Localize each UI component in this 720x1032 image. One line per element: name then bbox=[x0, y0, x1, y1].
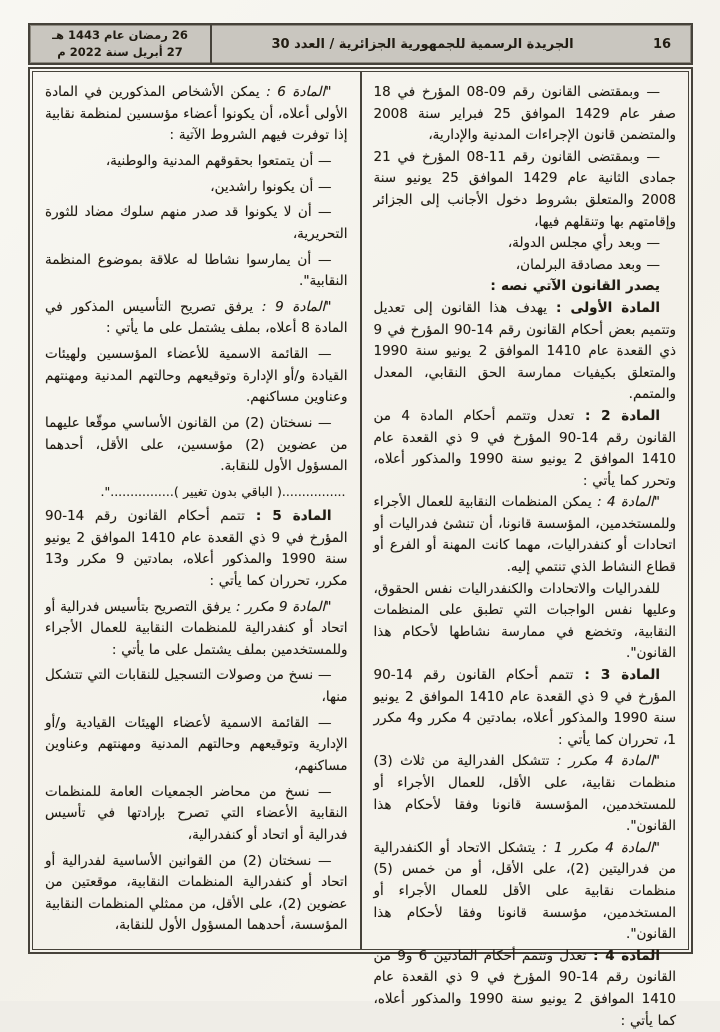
article-lead: المادة 4 : bbox=[586, 947, 660, 964]
article-lead: "المادة 6 : bbox=[259, 84, 332, 100]
page-header bbox=[28, 23, 693, 65]
article-paragraph: "المادة 4 مكرر : تتشكل الفدرالية من ثلاث (3) منظمات نقابية، على الأقل، للعمال الأجراء أو للمستخدمين، المؤسسة قانونا وفقا لأحكام هذا القانون". bbox=[373, 753, 676, 835]
body-paragraph: ................( الباقي بدون تغيير )................". bbox=[100, 483, 346, 499]
article-lead: "المادة 4 مكرر 1 : bbox=[535, 839, 660, 856]
article-paragraph: "المادة 4 مكرر 1 : يتشكل الاتحاد أو الكنفدرالية من فدراليتين (2)، على الأقل، أو من خمس (5) منظمات نقابية على الأقل للعمال الأجراء أو المستخدمين، مؤسسة قانونا وفقا لأحكام هذا القانون". bbox=[373, 839, 677, 943]
body-paragraph: — نسخ من وصولات التسجيل للنقابات التي تتشكل منها، bbox=[45, 667, 348, 706]
article-paragraph: المادة 5 : تتمم أحكام القانون رقم 14-90 المؤرخ في 9 ذي القعدة عام 1410 الموافق 2 يونيو سنة 1990 والمذكور أعلاه، بمادتين 9 مكرر و13 مكرر، تحرران كما يأتي : bbox=[45, 508, 348, 589]
article-paragraph: المادة 3 : تتمم أحكام القانون رقم 14-90 المؤرخ في 9 ذي القعدة عام 1410 الموافق 2 يونيو سنة 1990 والمذكور أعلاه، بمادتين 4 مكرر و4 مكرر 1، تحرران كما يأتي : bbox=[373, 667, 677, 748]
article-lead: المادة 2 : bbox=[574, 407, 660, 424]
content-frame bbox=[28, 67, 693, 1029]
body-paragraph: — وبعد رأي مجلس الدولة، bbox=[507, 235, 660, 252]
body-paragraph: — وبعد مصادقة البرلمان، bbox=[515, 256, 660, 273]
body-paragraph: — القائمة الاسمية لأعضاء الهيئات القيادية و/أو الإدارية وتوقيعهم وحالتهم المدنية ومهنتهم وعناوين مساكنهم، bbox=[45, 714, 348, 774]
body-paragraph: — القائمة الاسمية للأعضاء المؤسسين ولهيئات القيادة و/أو الإدارة وتوقيعهم وحالتهم المدنية ومهنتهم وعناوين مساكنهم. bbox=[45, 346, 348, 406]
body-paragraph: — وبمقتضى القانون رقم 11-08 المؤرخ في 21 جمادى الثانية عام 1429 الموافق 25 يونيو سنة 2008 والمتعلق بشروط دخول الأجانب إلى الجزائر وإقامتهم بها وتنقلهم فيها، bbox=[373, 148, 676, 230]
body-paragraph: — أن يمارسوا نشاطا له علاقة بموضوع المنظمة النقابية". bbox=[45, 251, 348, 290]
article-lead: المادة 5 : bbox=[244, 508, 332, 525]
body-paragraph: — نسختان (2) من القانون الأساسي موقّعا عليهما من عضوين (2) مؤسسين، على الأقل، أحدهما المسؤول الأول للنقابة. bbox=[45, 415, 348, 475]
body-paragraph: — أن لا يكونوا قد صدر منهم سلوك مضاد للثورة التحريرية، bbox=[45, 204, 348, 242]
article-paragraph: المادة الأولى : يهدف هذا القانون إلى تعديل وتتميم بعض أحكام القانون رقم 14-90 المؤرخ في 9 ذي القعدة عام 1410 الموافق 2 يونيو سنة 1990 والمتعلق بكيفيات ممارسة الحق النقابي، المعدل والمتمم. bbox=[373, 299, 676, 403]
article-paragraph bbox=[374, 276, 677, 298]
page-number: 16 bbox=[652, 36, 672, 52]
article-lead: المادة الأولى : bbox=[546, 299, 661, 316]
article-lead: يصدر القانون الآتي نصه : bbox=[490, 278, 660, 295]
body-paragraph: — أن يتمتعوا بحقوقهم المدنية والوطنية، bbox=[105, 152, 332, 169]
body-paragraph: — نسخ من محاضر الجمعيات العامة للمنظمات النقابية الأعضاء التي تصرح بإرادتها في تأسيس فدرالية أو اتحاد أو كنفدرالية، bbox=[45, 783, 348, 843]
gregorian-date: 27 أبريل سنة 2022 م bbox=[57, 45, 183, 59]
article-lead: "المادة 9 مكرر : bbox=[231, 598, 332, 615]
article-paragraph: "المادة 9 : يرفق تصريح التأسيس المذكور في المادة 8 أعلاه، بملف يشتمل على ما يأتي : bbox=[45, 298, 348, 337]
article-paragraph: المادة 4 : تعدل وتتمم أحكام المادتين 6 و9 من القانون رقم 14-90 المؤرخ في 9 ذي القعدة عام 1410 الموافق 2 يونيو سنة 1990 والمذكور أعلاه، كما يأتي : bbox=[373, 947, 676, 1029]
article-paragraph: المادة 2 : تعدل وتتمم أحكام المادة 4 من القانون رقم 14-90 المؤرخ في 9 ذي القعدة عام 1410 الموافق 2 يونيو سنة 1990 والمذكور أعلاه، وتحرر كما يأتي : bbox=[373, 407, 676, 489]
article-lead: "المادة 9 : bbox=[253, 298, 332, 315]
left-column bbox=[33, 72, 360, 949]
article-lead: "المادة 4 : bbox=[591, 494, 660, 511]
content-frame-inner bbox=[32, 71, 689, 1029]
article-paragraph: "المادة 4 : يمكن المنظمات النقابية للعمال الأجراء وللمستخدمين، المؤسسة قانونا، أن تنشئ فدراليات أو اتحادات أو كنفدراليات، مهما كانت المهنة أو الفرع أو قطاع النشاط الذي تنتمي إليه. bbox=[373, 494, 676, 576]
hijri-date: 26 رمضان عام 1443 هـ bbox=[52, 27, 188, 42]
body-paragraph: — وبمقتضى القانون رقم 09-08 المؤرخ في 18 صفر عام 1429 الموافق 25 فبراير سنة 2008 والمتضمن قانون الإجراءات المدنية والإدارية، bbox=[373, 84, 676, 144]
gazette-title: الجريدة الرسمية للجمهورية الجزائرية / العدد 30 bbox=[271, 36, 574, 52]
article-paragraph: "المادة 9 مكرر : يرفق التصريح بتأسيس فدرالية أو اتحاد أو كنفدرالية للمنظمات النقابية للعمال الأجراء وللمستخدمين بملف يشتمل على ما يأتي : bbox=[45, 598, 348, 658]
body-paragraph: — أن يكونوا راشدين، bbox=[210, 178, 332, 195]
article-lead: المادة 3 : bbox=[573, 667, 660, 684]
body-paragraph: — نسختان (2) من القوانين الأساسية لفدرالية أو اتحاد أو كنفدرالية المنظمات النقابية، موقعتين من عضوين (2)، على الأقل، من ممثلي المنظمات النقابية المؤسسة، أحدهما المسؤول الأول للنقابة، bbox=[45, 852, 348, 934]
article-paragraph: "المادة 6 : يمكن الأشخاص المذكورين في المادة الأولى أعلاه، أن يكونوا أعضاء مؤسسين لمنظمة نقابية إذا توفرت فيهم الشروط الآتية : bbox=[45, 84, 348, 144]
right-column bbox=[360, 72, 689, 1029]
header-date-block bbox=[30, 25, 212, 63]
body-paragraph: للفدراليات والاتحادات والكنفدراليات نفس الحقوق، وعليها نفس الواجبات التي تطبق على المنظمات النقابية، وتخضع في ممارسة نشاطها لأحكام هذا القانون". bbox=[373, 580, 676, 662]
article-lead: "المادة 4 مكرر : bbox=[549, 753, 660, 770]
